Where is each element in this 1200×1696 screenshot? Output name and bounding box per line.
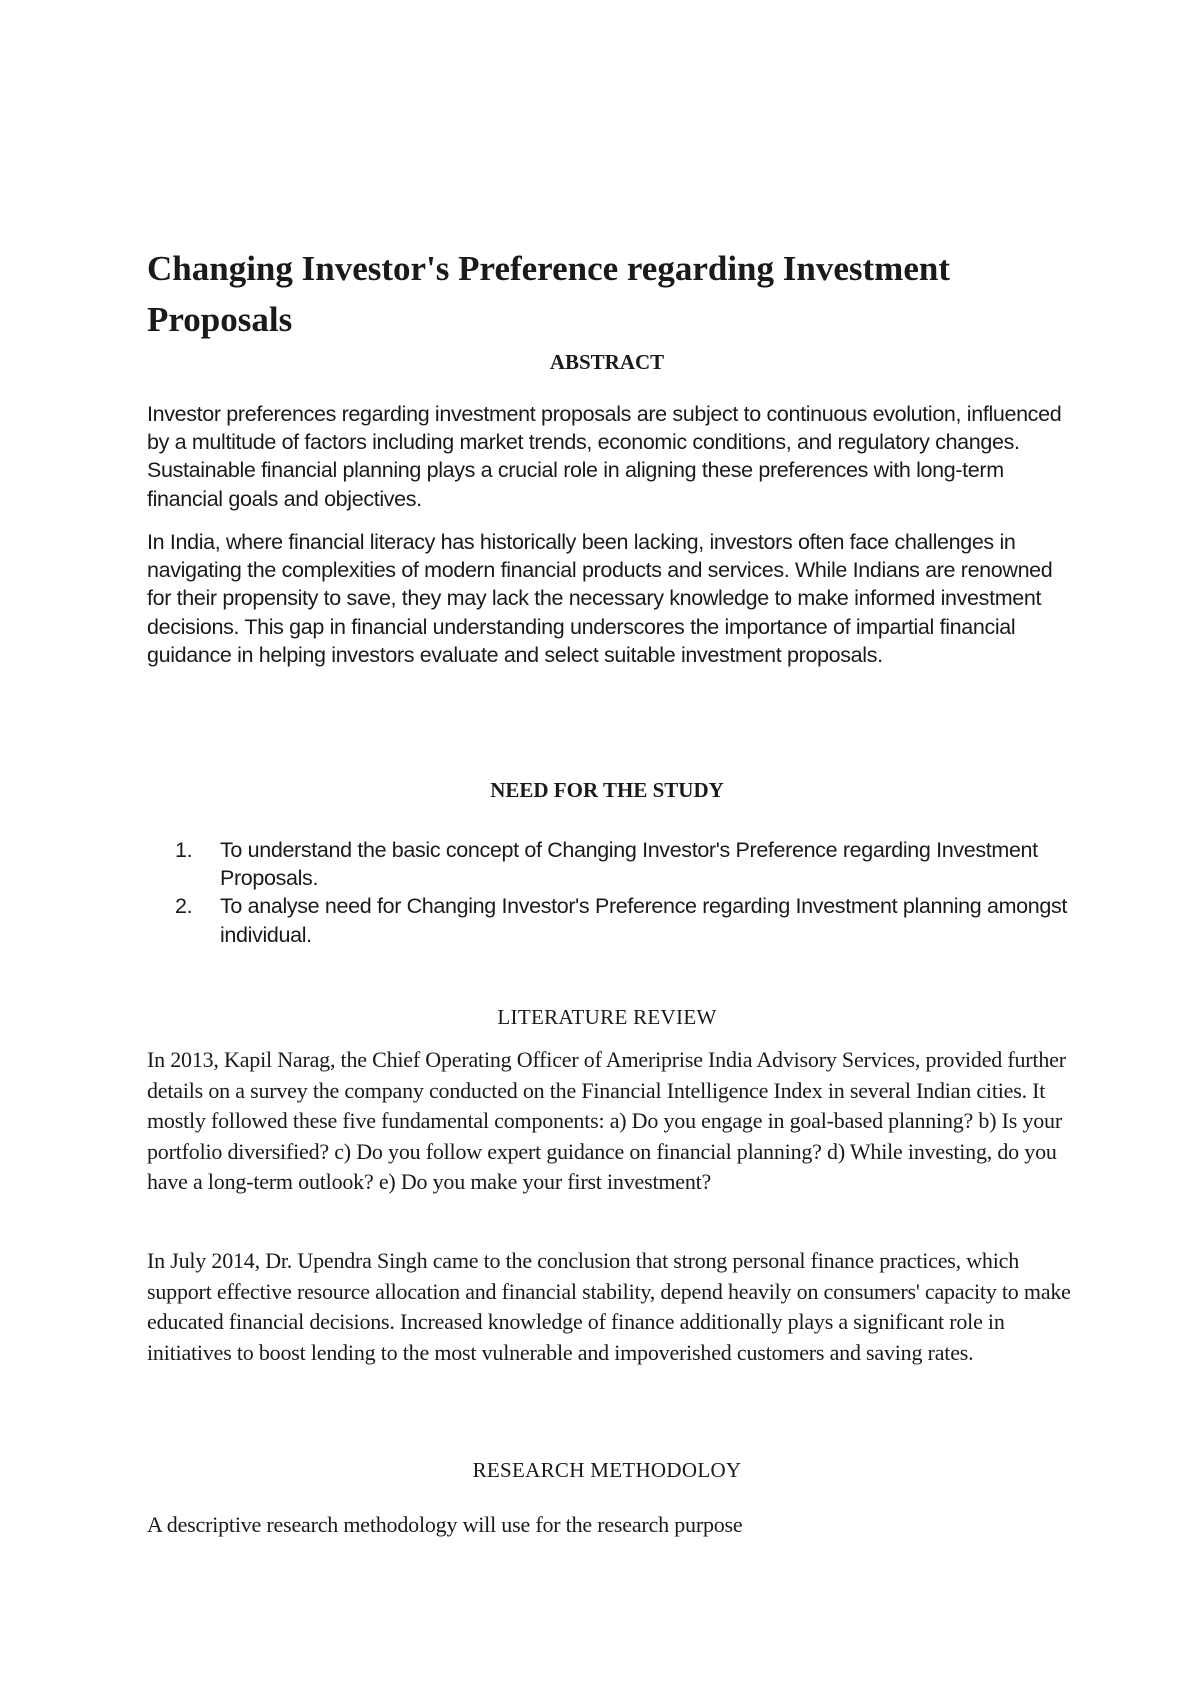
list-item (147, 836, 1077, 892)
abstract-paragraph-1: Investor preferences regarding investment proposals are subject to continuous evolution, influenced by a multitude of factors including market trends, economic conditions, and regulatory changes. Sustainable financial planning plays a crucial role in aligning these preferences with long-term financial goals and objectives. (147, 402, 1062, 511)
research-methodology-paragraph: A descriptive research methodology will use for the research purpose (147, 1512, 743, 1537)
research-methodology-heading: RESEARCH METHODOLOY (472, 1458, 742, 1482)
abstract-paragraph-2: In India, where financial literacy has historically been lacking, investors often face challenges in navigating the complexities of modern financial products and services. While Indians are renowned for their propensity to save, they may lack the necessary knowledge to make informed investment decisions. This gap in financial understanding underscores the importance of impartial financial guidance in helping investors evaluate and select suitable investment proposals. (147, 530, 1053, 667)
abstract-heading: ABSTRACT (549, 350, 665, 374)
list-item-text: To analyse need for Changing Investor's Preference regarding Investment planning amongst individual. (220, 894, 1067, 947)
document-title: Changing Investor's Preference regarding Investment Proposals (147, 249, 950, 339)
need-for-study-list (147, 836, 1077, 949)
literature-review-paragraph-2: In July 2014, Dr. Upendra Singh came to the conclusion that strong personal finance practices, which support effective resource allocation and financial stability, depend heavily on consumers' capacity to make educated financial decisions. Increased knowledge of finance additionally plays a significant role in initiatives to boost lending to the most vulnerable and impoverished customers and saving rates. (147, 1248, 1071, 1365)
list-item (147, 892, 1077, 948)
list-item-number: 2. (175, 894, 193, 919)
list-item-number: 1. (175, 838, 193, 862)
need-for-study-heading: NEED FOR THE STUDY (490, 778, 724, 802)
literature-review-heading: LITERATURE REVIEW (497, 1005, 717, 1029)
literature-review-paragraph-1: In 2013, Kapil Narag, the Chief Operating Officer of Ameriprise India Advisory Services, provided further details on a survey the company conducted on the Financial Intelligence Index in several Indian cities. It mostly followed these five fundamental components: a) Do you engage in goal-based planning? b) Is your portfolio diversified? c) Do you follow expert guidance on financial planning? d) While investing, do you have a long-term outlook? e) Do you make your first investment? (147, 1047, 1066, 1194)
list-item-text: To understand the basic concept of Changing Investor's Preference regarding Investment Proposals. (220, 838, 1038, 891)
